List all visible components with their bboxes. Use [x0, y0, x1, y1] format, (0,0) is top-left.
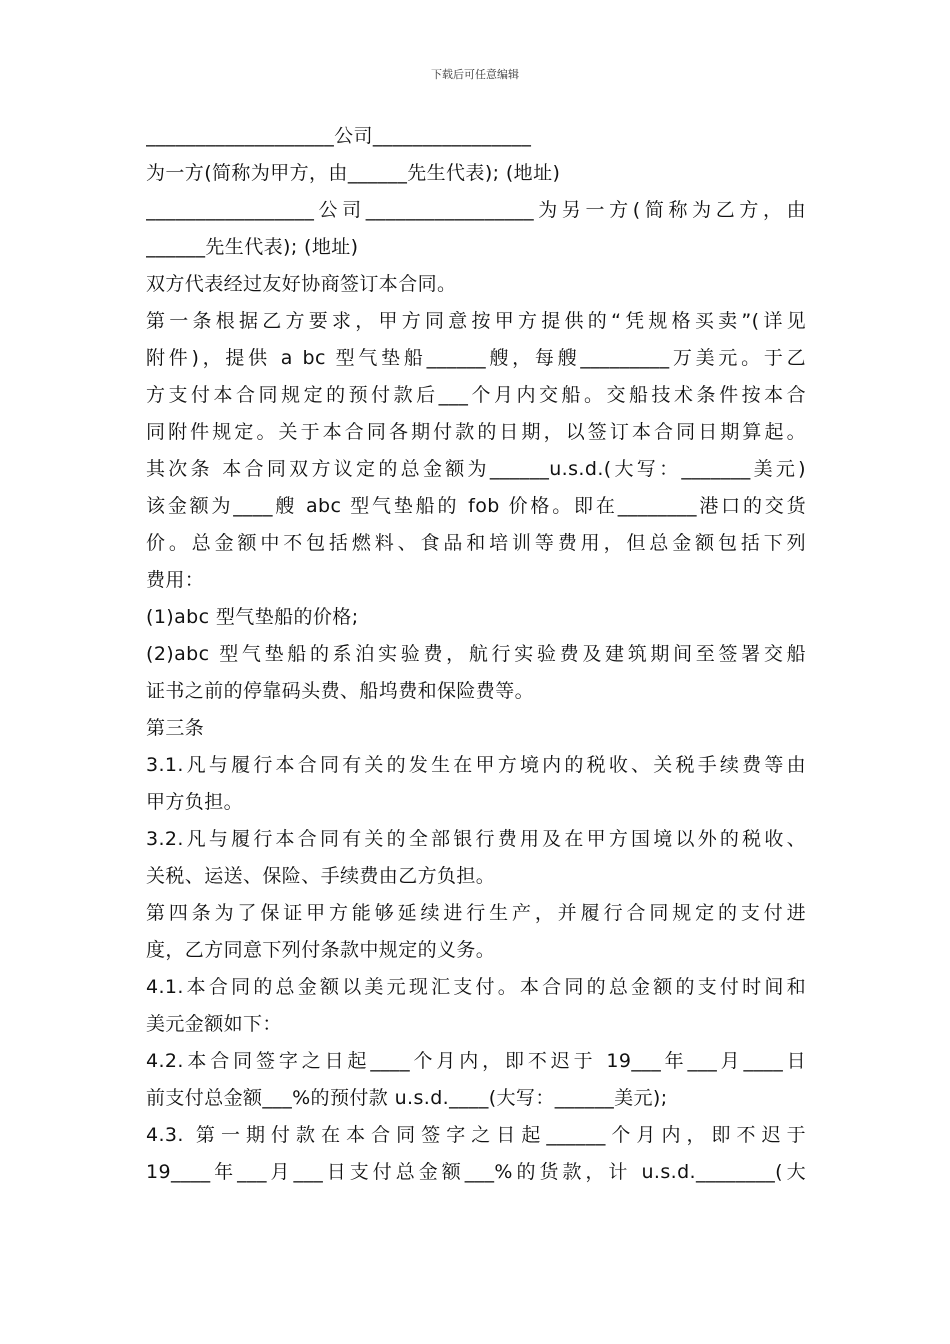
contract-line: (1)abc 型气垫船的价格; — [146, 606, 359, 628]
contract-line: 价。总金额中不包括燃料、食品和培训等费用，但总金额包括下列 — [146, 532, 806, 554]
contract-line: 3.2.凡与履行本合同有关的全部银行费用及在甲方国境以外的税收、 — [146, 828, 806, 850]
contract-line: 该金额为____艘 abc 型气垫船的 fob 价格。即在________港口的交货 — [146, 495, 806, 517]
contract-line: 4.3. 第一期付款在本合同签字之日起______个月内，即不迟于 — [146, 1124, 806, 1146]
contract-line: 第三条 — [146, 717, 205, 739]
contract-line: 双方代表经过友好协商签订本合同。 — [146, 273, 457, 295]
contract-line: 附件)，提供 a bc 型气垫船______艘，每艘_________万美元。于乙 — [146, 347, 806, 369]
contract-line: 证书之前的停靠码头费、船坞费和保险费等。 — [146, 680, 535, 702]
contract-line: ___________________公司________________ — [146, 125, 532, 147]
contract-line: 费用： — [146, 569, 205, 591]
contract-line: 前支付总金额___%的预付款 u.s.d.____(大写：______美元); — [146, 1087, 668, 1109]
contract-line: 美元金额如下： — [146, 1013, 282, 1035]
contract-line: 方支付本合同规定的预付款后___个月内交船。交船技术条件按本合 — [146, 384, 806, 406]
contract-line: ______先生代表); (地址) — [146, 236, 359, 258]
contract-line: 3.1.凡与履行本合同有关的发生在甲方境内的税收、关税手续费等由 — [146, 754, 806, 776]
page-header: 下载后可任意编辑 — [431, 68, 519, 81]
contract-line: 其次条 本合同双方议定的总金额为______u.s.d.(大写：_______美元) — [146, 458, 806, 480]
contract-line: 第四条为了保证甲方能够延续进行生产，并履行合同规定的支付进 — [146, 902, 806, 924]
contract-body — [146, 118, 806, 1191]
contract-line: 甲方负担。 — [146, 791, 244, 813]
contract-line: 同附件规定。关于本合同各期付款的日期，以签订本合同日期算起。 — [146, 421, 806, 443]
contract-line: 19____年___月___日支付总金额___%的货款，计 u.s.d.________(大 — [146, 1161, 806, 1183]
contract-line: 4.2.本合同签字之日起____个月内，即不迟于 19___年___月____日 — [146, 1050, 806, 1072]
contract-line: 第一条根据乙方要求，甲方同意按甲方提供的“凭规格买卖”(详见 — [146, 310, 806, 332]
contract-line: 度，乙方同意下列付条款中规定的义务。 — [146, 939, 496, 961]
contract-line: (2)abc 型气垫船的系泊实验费，航行实验费及建筑期间至签署交船 — [146, 643, 806, 665]
contract-line: _________________公司_________________为另一方(简称为乙方，由 — [146, 199, 806, 221]
contract-line: 关税、运送、保险、手续费由乙方负担。 — [146, 865, 496, 887]
contract-line: 4.1.本合同的总金额以美元现汇支付。本合同的总金额的支付时间和 — [146, 976, 806, 998]
contract-line: 为一方(简称为甲方，由______先生代表); (地址) — [146, 162, 561, 184]
